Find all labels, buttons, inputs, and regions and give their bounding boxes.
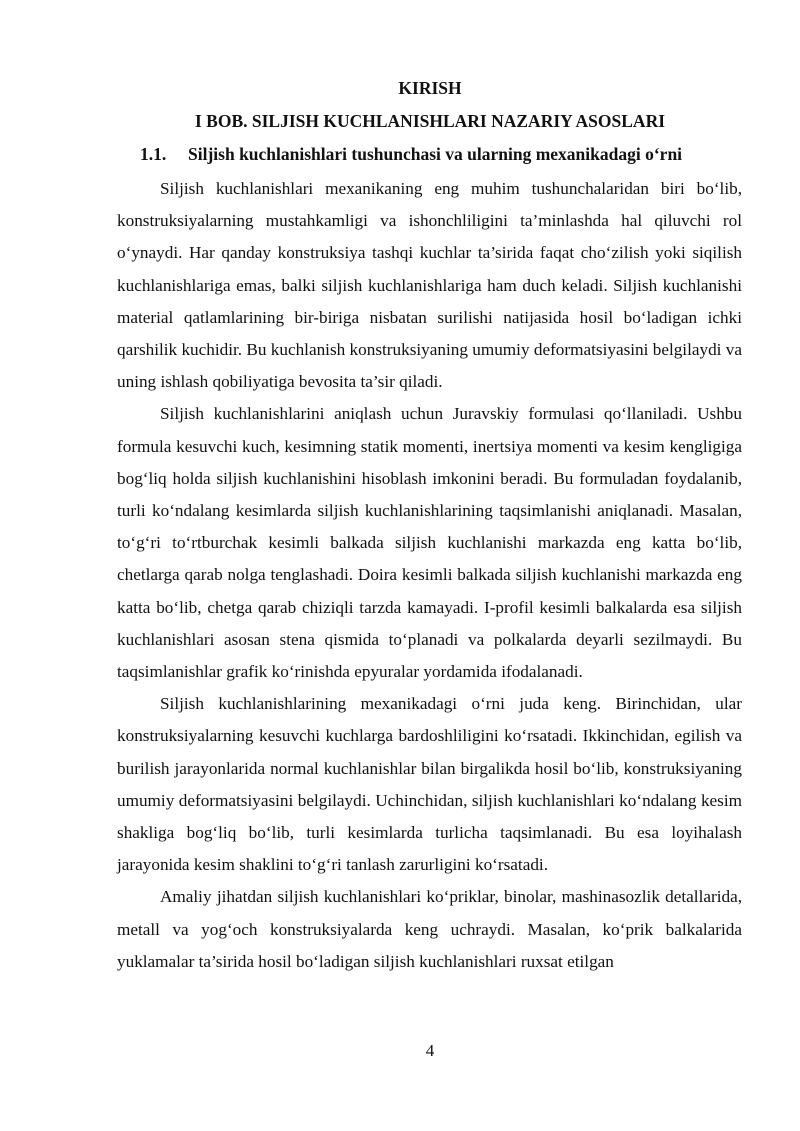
section-number: 1.1. — [140, 144, 167, 164]
body-text — [117, 173, 742, 978]
page-number: 4 — [425, 1041, 435, 1060]
paragraph: Siljish kuchlanishlarining mexanikadagi o‘rni juda keng. Birinchidan, ular konstruksiyalarning kesuvchi kuchlarga bardoshliligini ko‘rsatadi. Ikkinchidan, egilish va burilish jarayonlarida normal kuchlanishlar bilan birgalikda hosil bo‘lib, konstruksiyaning umumiy deformatsiyasini belgilaydi. Uchinchidan, siljish kuchlanishlari ko‘ndalang kesim shakliga bog‘liq bo‘lib, turli kesimlarda turlicha taqsimlanadi. Bu esa loyihalash jarayonida kesim shaklini to‘g‘ri tanlash zarurligini ko‘rsatadi. — [117, 694, 742, 875]
chapter-heading: I BOB. SILJISH KUCHLANISHLARI NAZARIY ASOSLARI — [194, 111, 666, 131]
paragraph: Siljish kuchlanishlarini aniqlash uchun Juravskiy formulasi qo‘llaniladi. Ushbu formula kesuvchi kuch, kesimning statik momenti, inertsiya momenti va kesim kengligiga bog‘liq holda siljish kuchlanishini hisoblash imkonini beradi. Bu formuladan foydalanib, turli ko‘ndalang kesimlarda siljish kuchlanishlarining taqsimlanishi aniqlanadi. Masalan, to‘g‘ri to‘rtburchak kesimli balkada siljish kuchlanishi markazda eng katta bo‘lib, chetlarga qarab nolga tenglashadi. Doira kesimli balkada siljish kuchlanishi markazda eng katta bo‘lib, chetga qarab chiziqli tarzda kamayadi. I-profil kesimli balkalarda esa siljish kuchlanishlari asosan stena qismida to‘planadi va polkalarda deyarli sezilmaydi. Bu taqsimlanishlar grafik ko‘rinishda epyuralar yordamida ifodalanadi. — [117, 404, 742, 682]
section-title: Siljish kuchlanishlari tushunchasi va ularning mexanikadagi o‘rni — [188, 144, 683, 164]
intro-heading: KIRISH — [398, 78, 462, 98]
section-heading — [140, 143, 682, 165]
paragraph: Siljish kuchlanishlari mexanikaning eng muhim tushunchalaridan biri bo‘lib, konstruksiyalarning mustahkamligi va ishonchliligini ta’minlashda hal qiluvchi rol o‘ynaydi. Har qanday konstruksiya tashqi kuchlar ta’sirida faqat cho‘zilish yoki siqilish kuchlanishlariga emas, balki siljish kuchlanishlariga ham duch keladi. Siljish kuchlanishi material qatlamlarining bir-biriga nisbatan surilishi natijasida hosil bo‘ladigan ichki qarshilik kuchidir. Bu kuchlanish konstruksiyaning umumiy deformatsiyasini belgilaydi va uning ishlash qobiliyatiga bevosita ta’sir qiladi. — [117, 179, 742, 392]
paragraph: Amaliy jihatdan siljish kuchlanishlari ko‘priklar, binolar, mashinasozlik detallarida, metall va yog‘och konstruksiyalarda keng uchraydi. Masalan, ko‘prik balkalarida yuklamalar ta’sirida hosil bo‘ladigan siljish kuchlanishlari ruxsat etilgan — [117, 887, 742, 971]
